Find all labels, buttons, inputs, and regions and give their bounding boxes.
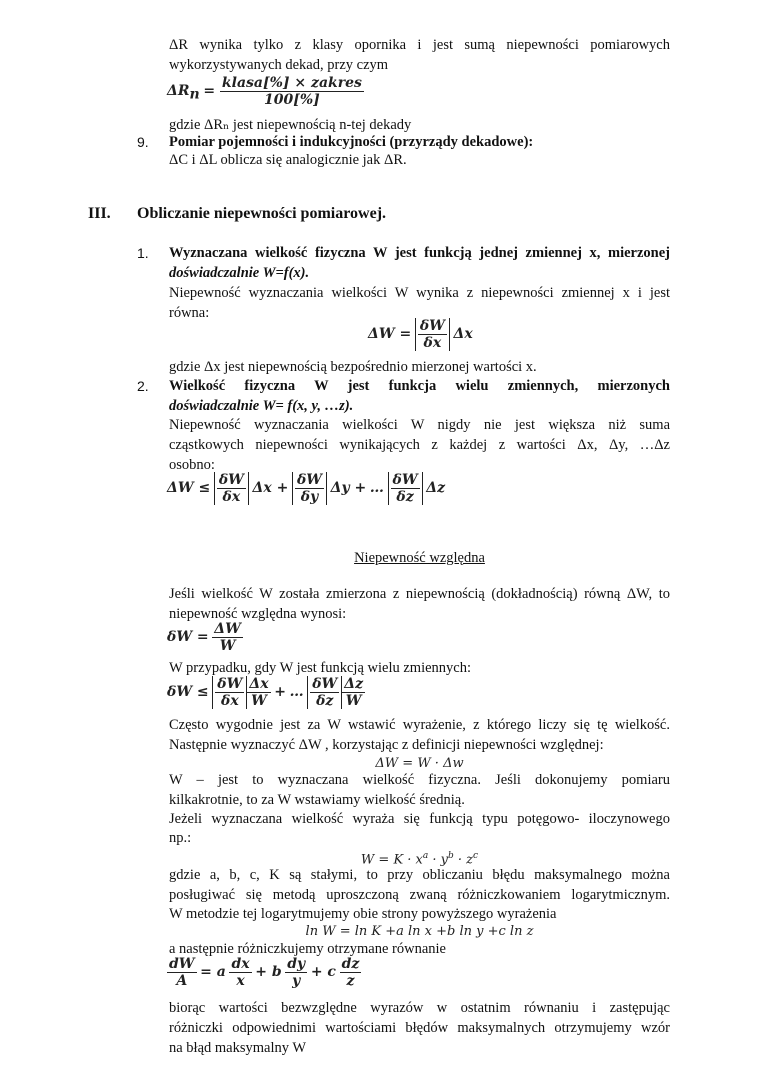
item-1-note: gdzie Δx jest niepewnością bezpośrednio mierzonej wartości x. bbox=[169, 359, 537, 375]
f3-p2: + c bbox=[310, 963, 336, 980]
relative-p7: a następnie różniczkujemy otrzymane równanie bbox=[169, 941, 446, 957]
formula-single-var bbox=[368, 318, 473, 351]
f3-n1: dW bbox=[169, 956, 195, 972]
item-1-title-line-2: doświadczalnie W=f(x). bbox=[169, 265, 310, 281]
formula-delta-rn-denominator: 100[%] bbox=[264, 92, 320, 108]
intro-line-2: wykorzystywanych dekad, przy czym bbox=[169, 57, 389, 73]
relative-p4-line-2: kilkakrotnie, to za W wstawiamy wielkość średnią. bbox=[169, 792, 465, 808]
f3-n2: dx bbox=[231, 956, 250, 972]
f3-d3: y bbox=[292, 973, 301, 989]
eq2-z: · z bbox=[453, 852, 474, 868]
section-3-title: Obliczanie niepewności pomiarowej. bbox=[137, 205, 387, 222]
formula-relative bbox=[167, 621, 243, 654]
formula-relative-num: ΔW bbox=[214, 621, 241, 637]
eq2-exp-b: b bbox=[448, 851, 454, 861]
formula-rm-d-den: W bbox=[345, 693, 362, 709]
relative-p8-line-3: na błąd maksymalny W bbox=[169, 1040, 307, 1056]
item-9-number: 9. bbox=[137, 134, 149, 150]
item-9-text: ΔC i ΔL oblicza się analogicznie jak ΔR. bbox=[169, 152, 407, 168]
relative-p1-line-2: niepewność względna wynosi: bbox=[169, 606, 347, 622]
formula-delta-rn-sub: n bbox=[189, 86, 200, 103]
relative-p2: W przypadku, gdy W jest funkcją wielu zmiennych: bbox=[169, 660, 472, 676]
formula-rm-b-den: W bbox=[251, 693, 267, 709]
item-2-text-line-3: osobno: bbox=[169, 457, 215, 473]
formula-rm-plus: + bbox=[274, 683, 286, 700]
eq2-exp-a: a bbox=[422, 851, 429, 861]
formula-multi-t3-num: δW bbox=[392, 472, 418, 488]
f3-p1: + b bbox=[255, 963, 282, 980]
eq2-exp-c: c bbox=[473, 851, 479, 861]
intro-line-1: ΔR wynika tylko z klasy opornika i jest sumą niepewności pomiarowych bbox=[169, 37, 670, 53]
formula-rm-a-num: δW bbox=[217, 676, 243, 692]
relative-p4-line-1: W – jest to wyznaczana wielkość fizyczna. Jeśli dokonujemy pomiaru bbox=[169, 772, 670, 788]
item-2-title-line-2: doświadczalnie W= f(x, y, …z). bbox=[169, 398, 354, 414]
item-2-text-line-1: Niepewność wyznaczania wielkości W nigdy nie jest większa niż suma bbox=[169, 417, 670, 433]
formula-multi-var bbox=[167, 472, 445, 505]
formula-single-lhs: ΔW = bbox=[368, 325, 412, 342]
formula-multi-dots: … bbox=[369, 479, 384, 496]
section-3-roman: III. bbox=[88, 205, 111, 222]
relative-p6-line-2: posługiwać się metodą uproszczoną zwaną różniczkowaniem logarytmicznym. bbox=[169, 887, 670, 903]
item-2-number: 2. bbox=[137, 378, 149, 394]
relative-p8-line-2: różniczki odpowiednimi wartościami błędów maksymalnych otrzymujemy wzór bbox=[169, 1020, 670, 1036]
formula-delta-rn-lhs: ΔR bbox=[167, 82, 190, 99]
f3-n4: dz bbox=[341, 956, 360, 972]
formula-delta-rn-numerator: klasa[%] × zakres bbox=[221, 75, 362, 91]
eq2-y: · y bbox=[428, 852, 449, 868]
f3-d1: A bbox=[176, 973, 188, 989]
item-1-text-line-1: Niepewność wyznaczania wielkości W wynika z niepewności zmiennej x i jest bbox=[169, 285, 670, 301]
relative-p8-line-1: biorąc wartości bezwzględne wyrazów w ostatnim równaniu i zastępując bbox=[169, 1000, 670, 1016]
formula-relative-multi bbox=[167, 676, 365, 709]
formula-rm-d-num: Δz bbox=[344, 676, 364, 692]
relative-p3-line-2: Następnie wyznaczyć ΔW , korzystając z definicji niepewności względnej: bbox=[169, 737, 604, 753]
relative-eq-1: ΔW = W · Δw bbox=[375, 756, 464, 771]
formula-relative-lhs: δW = bbox=[167, 628, 209, 645]
formula-delta-rn: $\Delta R_n$ = $\frac{\text{klasa[\%] × zakres}}{100[\%]}$ bbox=[167, 75, 362, 108]
relative-heading: Niepewność względna bbox=[354, 550, 485, 566]
intro-note: gdzie ΔRₙ jest niepewnością n-tej dekady bbox=[169, 117, 412, 133]
formula-multi-t1-num: δW bbox=[218, 472, 244, 488]
relative-eq-3: ln W = ln K +a ln x +b ln y +c ln z bbox=[305, 924, 534, 939]
formula-rm-c-num: δW bbox=[312, 676, 338, 692]
formula-log-diff bbox=[167, 956, 361, 989]
relative-p6-line-1: gdzie a, b, c, K są stałymi, to przy obliczaniu błędu maksymalnego można bbox=[169, 867, 670, 883]
formula-rm-a-den: δx bbox=[220, 693, 239, 709]
formula-rm-b-num: Δx bbox=[249, 676, 269, 692]
item-2-title-line-1: Wielkość fizyczna W jest funkcja wielu zmiennych, mierzonych bbox=[169, 378, 670, 394]
formula-single-num: δW bbox=[419, 318, 445, 334]
relative-p1-line-1: Jeśli wielkość W została zmierzona z niepewnością (dokładnością) równą ΔW, to bbox=[169, 586, 670, 602]
relative-p3-line-1: Często wygodnie jest za W wstawić wyrażenie, z którego liczy się tę wielkość. bbox=[169, 717, 670, 733]
relative-p5-line-2: np.: bbox=[169, 830, 192, 846]
formula-multi-t2-delta: Δy + bbox=[330, 479, 367, 496]
formula-multi-t1-den: δx bbox=[222, 489, 241, 505]
relative-p5-line-1: Jeżeli wyznaczana wielkość wyraża się funkcją typu potęgowo- iloczynowego bbox=[169, 811, 670, 827]
formula-single-rhs: Δx bbox=[453, 325, 473, 342]
formula-multi-t3-delta: Δz bbox=[426, 479, 446, 496]
item-1-title-line-1: Wyznaczana wielkość fizyczna W jest funkcją jednej zmiennej x, mierzonej bbox=[169, 245, 670, 261]
f3-d2: x bbox=[236, 973, 245, 989]
formula-rm-c-den: δz bbox=[316, 693, 334, 709]
formula-rm-dots: … bbox=[289, 683, 304, 700]
formula-multi-lhs: ΔW ≤ bbox=[167, 479, 211, 496]
formula-multi-t2-num: δW bbox=[296, 472, 323, 488]
formula-relative-den: W bbox=[219, 638, 236, 654]
formula-single-den: δx bbox=[423, 335, 442, 351]
formula-rm-lhs: δW ≤ bbox=[167, 683, 209, 700]
relative-p6-line-3: W metodzie tej logarytmujemy obie strony powyższego wyrażenia bbox=[169, 906, 557, 922]
item-1-number: 1. bbox=[137, 245, 149, 261]
item-2-text-line-2: cząstkowych niepewności wynikających z każdej z wartości Δx, Δy, …Δz bbox=[169, 437, 670, 453]
item-1-text-line-2: równa: bbox=[169, 305, 210, 321]
item-9-title: Pomiar pojemności i indukcyjności (przyrządy dekadowe): bbox=[169, 134, 534, 150]
f3-d4: z bbox=[346, 973, 355, 989]
f3-n3: dy bbox=[287, 956, 306, 972]
eq2-base: W = K · x bbox=[360, 852, 423, 868]
formula-multi-t2-den: δy bbox=[300, 489, 319, 505]
formula-multi-t3-den: δz bbox=[396, 489, 414, 505]
formula-multi-t1-delta: Δx + bbox=[252, 479, 289, 496]
f3-eq: = a bbox=[200, 963, 226, 980]
